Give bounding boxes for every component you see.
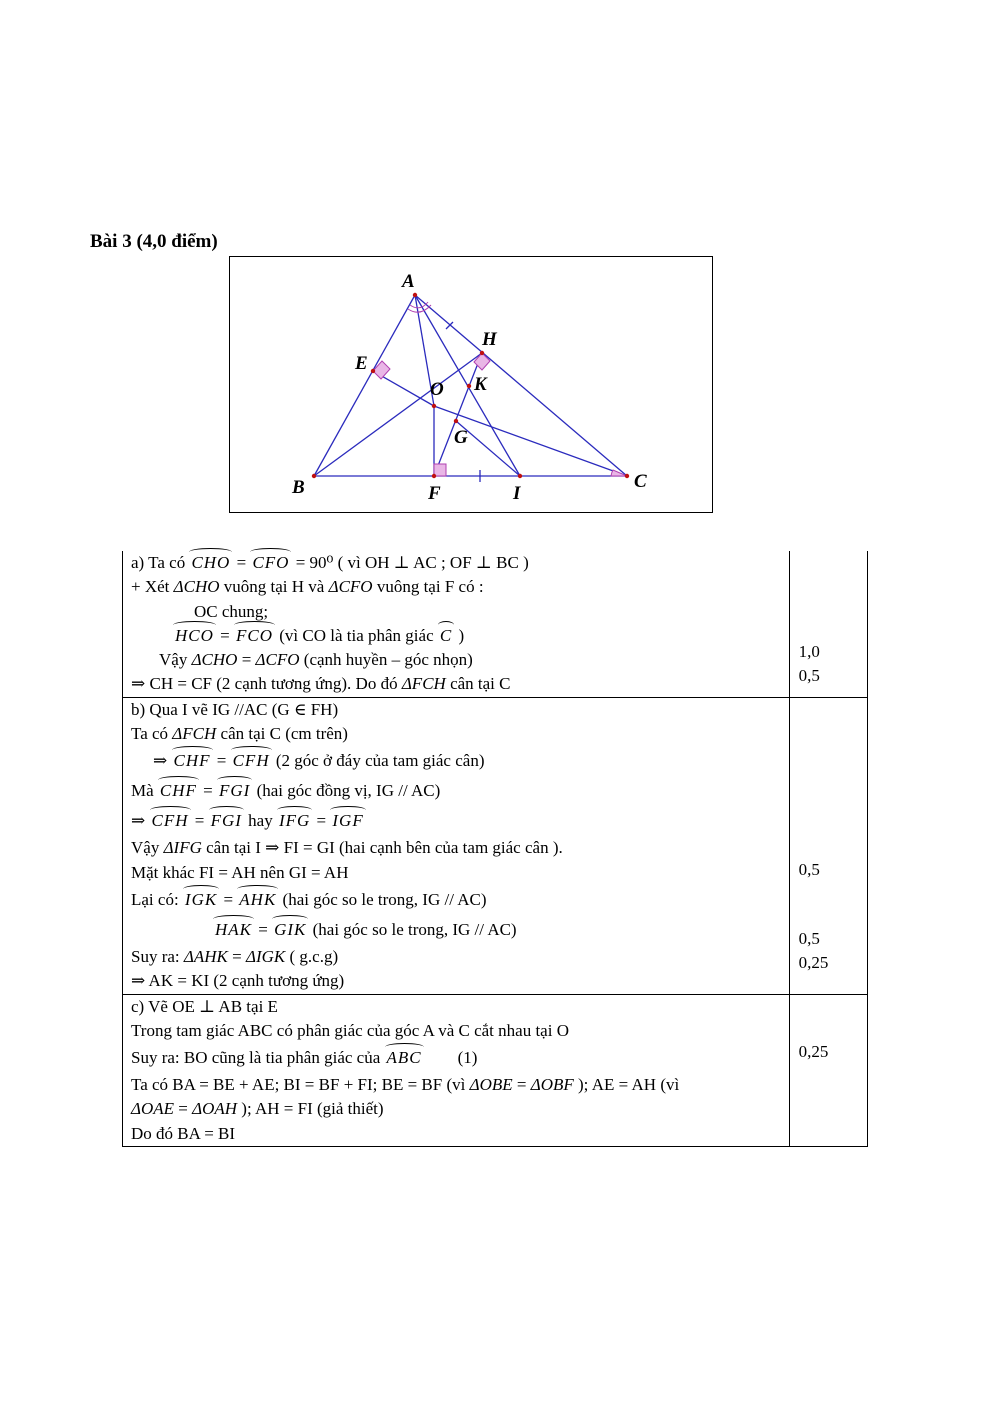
text: cân tại C <box>445 674 511 694</box>
segment-AB <box>314 295 415 476</box>
line <box>131 1097 789 1121</box>
text: = <box>198 781 218 801</box>
spacer <box>799 995 867 1040</box>
text: Ta có <box>131 724 173 744</box>
label-A: A <box>402 271 415 292</box>
text: b) Qua I vẽ IG //AC (G ∈ FH) <box>131 699 339 719</box>
text: = <box>215 625 234 645</box>
math: ΔCFO <box>255 650 300 670</box>
label-E: E <box>355 353 368 374</box>
solution-row-c <box>123 994 868 1146</box>
text: Vậy <box>131 838 164 858</box>
score: 0,5 <box>798 929 820 949</box>
text: (1) <box>423 1048 478 1068</box>
text: a) Ta có <box>131 553 190 572</box>
label-C: C <box>634 471 647 492</box>
score-cell-b <box>789 697 867 994</box>
line <box>131 722 789 746</box>
line <box>131 1019 789 1043</box>
text: hay <box>243 811 277 831</box>
math: ΔFCH <box>172 724 217 744</box>
label-K: K <box>474 374 487 395</box>
text: (2 góc ở đáy của tam giác cân) <box>271 751 485 771</box>
math: ΔOBF <box>530 1075 574 1095</box>
text: = <box>174 1099 193 1119</box>
text: ); AE = AH (vì <box>573 1075 680 1095</box>
label-O: O <box>430 379 444 400</box>
math: ΔIFG <box>163 838 202 858</box>
right-angle-markers <box>373 353 627 476</box>
line <box>131 776 789 806</box>
angle: CFH <box>231 749 272 773</box>
line <box>131 1122 789 1146</box>
text: = <box>227 946 246 966</box>
angle: IGK <box>183 888 219 912</box>
segment-FH <box>434 353 482 476</box>
label-I: I <box>513 483 521 504</box>
score: 0,5 <box>798 859 820 879</box>
text: ( g.c.g) <box>285 946 339 966</box>
math: ΔCFO <box>328 577 373 597</box>
text: Vậy <box>159 650 192 670</box>
angle: FGI <box>217 779 252 803</box>
solution-text-b <box>123 697 790 994</box>
spacer <box>799 551 867 575</box>
angle: ABC <box>385 1046 424 1070</box>
line <box>131 1073 789 1097</box>
text: = <box>254 919 273 939</box>
text: ⇒ <box>131 811 150 831</box>
angle: CHO <box>189 551 232 575</box>
text: cân tại C (cm trên) <box>216 724 348 744</box>
solution-row-a <box>123 551 868 697</box>
line <box>131 806 789 836</box>
solution-text-a <box>123 551 790 697</box>
text: vuông tại H và <box>219 577 329 597</box>
text: ) <box>454 625 465 645</box>
solution-table <box>122 551 868 1147</box>
point-C <box>625 474 629 478</box>
angle: FCO <box>234 624 275 648</box>
line <box>131 861 789 885</box>
line <box>131 969 789 993</box>
segment-AC <box>415 295 627 476</box>
angle: HAK <box>213 918 254 942</box>
angle: IFG <box>277 809 312 833</box>
right-angle-F <box>434 464 446 476</box>
point-K <box>467 384 471 388</box>
math: ΔAHK <box>183 946 228 966</box>
point-E <box>371 369 375 373</box>
line <box>131 746 789 776</box>
line <box>131 672 789 696</box>
text: Trong tam giác ABC có phân giác của góc A và C cắt nhau tại O <box>131 1020 569 1040</box>
score: 0,25 <box>798 1041 829 1061</box>
text: (hai góc so le trong, IG // AC) <box>278 889 487 909</box>
text: ⇒ <box>153 751 172 771</box>
text: Lại có: <box>131 889 183 909</box>
points <box>312 293 629 478</box>
text: = <box>512 1075 531 1095</box>
point-O <box>432 404 436 408</box>
text: = <box>312 811 331 831</box>
spacer <box>799 600 867 624</box>
text: Do đó BA = BI <box>131 1123 236 1143</box>
text: (cạnh huyền – góc nhọn) <box>299 650 473 670</box>
score: 0,5 <box>798 666 820 686</box>
text: ⇒ AK = KI (2 cạnh tương ứng) <box>131 971 345 991</box>
score-cell-c <box>789 994 867 1146</box>
line <box>131 1043 789 1073</box>
math: ΔFCH <box>401 674 446 694</box>
line <box>131 915 789 945</box>
line <box>131 551 789 575</box>
angle: IGF <box>330 809 365 833</box>
text: = 90⁰ ( vì OH ⊥ AC ; OF ⊥ BC ) <box>291 553 529 572</box>
triangle-diagram <box>230 257 714 514</box>
line <box>131 995 789 1019</box>
math: ΔCHO <box>191 650 238 670</box>
text: = <box>232 553 251 572</box>
line <box>131 698 789 722</box>
text: OC chung; <box>194 601 269 621</box>
solution-row-b <box>123 697 868 994</box>
solution-text-c <box>123 994 790 1146</box>
math: ΔCHO <box>173 577 220 597</box>
angle: GIK <box>272 918 308 942</box>
point-G <box>454 419 458 423</box>
text: Mà <box>131 781 158 801</box>
line <box>131 836 789 860</box>
angle: AHK <box>237 888 278 912</box>
text: = <box>219 889 238 909</box>
text: + Xét <box>131 577 174 597</box>
angle: CFO <box>250 551 291 575</box>
label-H: H <box>482 329 497 350</box>
angle: FGI <box>209 809 244 833</box>
point-I <box>518 474 522 478</box>
score: 1,0 <box>798 641 820 661</box>
right-angle-E <box>373 361 390 379</box>
angle: CHF <box>158 779 199 803</box>
figure-lines <box>314 295 627 482</box>
angle: HCO <box>173 624 216 648</box>
text: = <box>190 811 209 831</box>
exercise-heading: Bài 3 (4,0 điểm) <box>90 231 218 252</box>
text: ); AH = FI (giả thiết) <box>237 1099 384 1119</box>
spacer <box>799 575 867 599</box>
spacer <box>799 624 867 640</box>
text: = <box>212 751 231 771</box>
geometry-figure <box>229 256 713 513</box>
line <box>131 624 789 648</box>
angle: CFH <box>150 809 191 833</box>
point-H <box>480 351 484 355</box>
line <box>131 885 789 915</box>
math: ΔIGK <box>245 946 286 966</box>
label-B: B <box>292 477 305 498</box>
score: 0,25 <box>798 953 829 973</box>
spacer <box>799 698 867 858</box>
label-G: G <box>454 427 468 448</box>
text: c) Vẽ OE ⊥ AB tại E <box>131 996 278 1016</box>
text: cân tại I ⇒ FI = GI (hai cạnh bên của tam giác cân ). <box>201 838 563 858</box>
line <box>131 648 789 672</box>
spacer <box>799 882 867 927</box>
text: Mặt khác FI = AH nên GI = AH <box>131 862 349 882</box>
score-cell-a <box>789 551 867 697</box>
text: ⇒ CH = CF (2 cạnh tương ứng). Do đó <box>131 674 402 694</box>
line <box>131 600 789 624</box>
math: ΔOAE <box>131 1099 175 1119</box>
point-B <box>312 474 316 478</box>
text: (hai góc so le trong, IG // AC) <box>308 919 517 939</box>
text: Suy ra: BO cũng là tia phân giác của <box>131 1048 385 1068</box>
angle: C <box>438 624 454 648</box>
angle: CHF <box>172 749 213 773</box>
angle-mark-C <box>611 470 627 476</box>
point-F <box>432 474 436 478</box>
text: Suy ra: <box>131 946 184 966</box>
text: (vì CO là tia phân giác <box>275 625 438 645</box>
text: = <box>237 650 256 670</box>
text: Ta có BA = BE + AE; BI = BF + FI; BE = BF (vì <box>131 1075 470 1095</box>
text: (hai góc đồng vị, IG // AC) <box>252 781 441 801</box>
math: ΔOAH <box>192 1099 238 1119</box>
math: ΔOBE <box>469 1075 513 1095</box>
line <box>131 945 789 969</box>
label-F: F <box>428 483 441 504</box>
text: vuông tại F có : <box>372 577 484 597</box>
point-A <box>413 293 417 297</box>
line <box>131 575 789 599</box>
